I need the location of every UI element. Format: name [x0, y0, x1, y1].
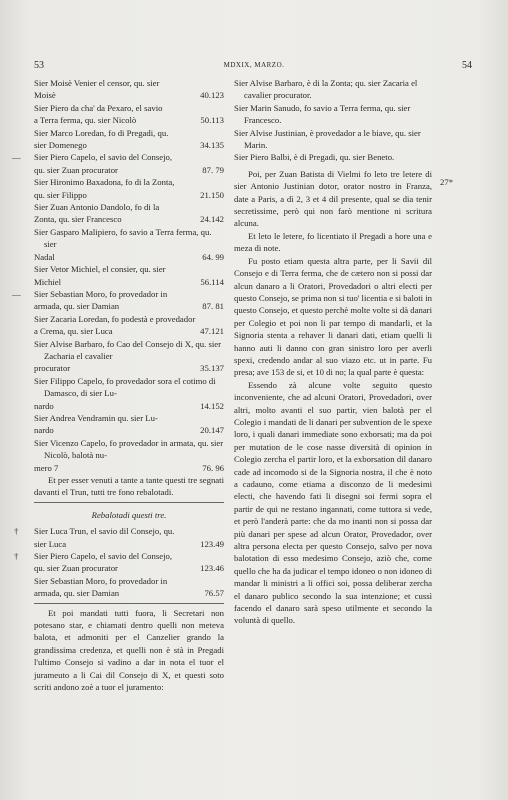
vote-entry [34, 201, 224, 226]
page-number-left: 53 [34, 60, 44, 71]
vote-entry: † Sier Piero Capelo, el savio del Consejo, qu. sier Zuan procurator 123.46 [14, 551, 224, 574]
divider [34, 603, 224, 604]
entry-name: Sier Zacaria Loredan, fo podestà e provedador [34, 313, 196, 324]
vote-entry [34, 263, 224, 288]
entry-name: Sier Marco Loredan, fo di Pregadi, qu. [34, 127, 169, 138]
vote-entry [34, 412, 224, 437]
vote-count: 123.46 [200, 563, 224, 574]
right-column [234, 77, 432, 627]
entry-name: Sier Zuan Antonio Dandolo, fo di la [34, 202, 160, 213]
entry-tail: mero 7 [34, 462, 59, 473]
oath-entry: Sier Marin Sanudo, fo savio a Terra ferma, qu. sier Francesco. [234, 102, 411, 126]
entry-name: Sier Vicenzo Capelo, fo provedador in armata, qu. sier Nicolò, balotà nu- [34, 437, 224, 461]
vote-entry [34, 313, 224, 338]
vote-count: 34.135 [200, 140, 224, 151]
vote-entry [34, 127, 224, 152]
vote-count: 40.123 [200, 90, 224, 101]
entry-tail: nardo [34, 400, 54, 411]
vote-list [12, 77, 224, 474]
vote-count: 87. 81 [202, 301, 224, 312]
entry-name: Sier Andrea Vendramin qu. sier Lu- [34, 412, 158, 423]
entry-tail: qu. sier Zuan procurator [34, 164, 118, 175]
vote-count: 21.150 [200, 189, 224, 200]
entry-name: Sier Piero Capelo, el savio del Consejo, [34, 551, 173, 562]
vote-entry [34, 575, 224, 600]
vote-count: 35.137 [200, 363, 224, 374]
vote-entry: — Sier Piero Capelo, el savio del Consejo, qu. sier Zuan procurator 87. 79 [12, 152, 224, 175]
entry-name: Sier Piero da cha' da Pexaro, el savio [34, 102, 163, 113]
entry-tail: sier Luca [34, 538, 67, 549]
left-column [12, 77, 224, 694]
vote-count: 14.152 [200, 400, 224, 411]
vote-count: 47.121 [200, 326, 224, 337]
vote-entry [34, 77, 224, 102]
entry-name: Sier Sebastian Moro, fo provedador in [34, 288, 168, 299]
entry-tail: Moisè [34, 90, 56, 101]
margin-number: 27* [440, 177, 454, 187]
entry-name: Sier Piero Capelo, el savio del Consejo, [34, 152, 173, 163]
oath-entry: Sier Piero Balbi, è di Pregadi, qu. sier Beneto. [234, 152, 395, 163]
entry-tail: armada, qu. sier Damian [34, 588, 120, 599]
vote-count: 20.147 [200, 425, 224, 436]
entry-name: Sier Hironimo Baxadona, fo di la Zonta, [34, 177, 175, 188]
oath-entry: Sier Alvise Justinian, è provedador a le biave, qu. sier Marin. [234, 127, 421, 151]
vote-entry: — Sier Sebastian Moro, fo provedador in armada, qu. sier Damian 87. 81 [12, 288, 224, 312]
vote-count: 56.114 [200, 276, 224, 287]
vote-entry [34, 102, 224, 127]
entry-tail: Zonta, qu. sier Francesco [34, 214, 122, 225]
running-title: MDXIX, MARZO. [223, 61, 285, 69]
vote-entry [34, 375, 224, 412]
vote-entry: † Sier Luca Trun, el savio dil Consejo, qu. sier Luca 123.49 [14, 526, 224, 549]
oath-list [234, 77, 432, 164]
entry-tail: armada, qu. sier Damian [34, 301, 120, 312]
left-paragraph-1: Et per esser venuti a tante a tante questi tre segnati davanti el Trun, tutti tre fono rebalotadi. [34, 475, 224, 498]
page-number-right: 54 [462, 60, 472, 71]
right-paragraph-3: Fu posto etiam questa altra parte, per li Savii dil Consejo e di Terra ferma, che de cætero non si possi dar alcun danaro a li Oratori, Provedadori o altri electi per questo Consejo, se prima non si tuo' licentia e si baloti in questo Consejo, et questo perchè molte volte si dà danari per Colegio et poi non li par tempo di mandarli, et la Signoria stenta a rehaver li danari dati, etiam quelli li hanno auti li danno con gran sinistro loro per averli spexi, credendo andar al suo viazo etc. ut in parte. Fu presa; ave 153 de si, et 10 di no; la qual parte è questa: [234, 255, 432, 378]
left-paragraph-2: Et poi mandati tutti fuora, li Secretari non potesano star, e chiamati dentro quelli non meteva balota, et admoniti per el Canzelier grando la grandissima credenza, et quelli non è stà in Pregadi l'ultimo Consejo si vadino a dar in nota el tuor el jurameuto a li Cai dil Consejo di X, et questi soto scriti andono zoè a tuor el juramento: [34, 607, 224, 693]
vote-entry [34, 226, 224, 263]
vote-count: 24.142 [200, 214, 224, 225]
entry-tail: qu. sier Filippo [34, 189, 87, 200]
oath-entry: Sier Alvise Barbaro, è di la Zonta; qu. sier Zacaria el cavalier procurator. [234, 78, 418, 101]
vote-count: 50.113 [200, 115, 224, 126]
vote-count: 87. 79 [202, 164, 224, 175]
right-paragraph-1: Poi, per Zuan Batista di Vielmi fo leto tre letere di sier Antonio Justinian dotor, orator nostro in Franza, date a Paris, a dì 2, 3 et 4 dil presente, qual se dia tenir secretissime, però qui non farò mentione ni scritura alcuna. [234, 168, 432, 229]
entry-tail: nardo [34, 425, 54, 436]
entry-name: Sier Filippo Capelo, fo provedador sora el cotimo di Damasco, di sier Lu- [34, 375, 216, 399]
section-title: Rebalotadi questi tre. [91, 509, 167, 520]
entry-name: Sier Sebastian Moro, fo provedador in [34, 575, 168, 586]
rebalot-list [14, 525, 224, 599]
entry-tail: a Terra ferma, qu. sier Nicolò [34, 115, 137, 126]
entry-name: Sier Moisè Venier el censor, qu. sier [34, 78, 160, 88]
divider [34, 502, 224, 503]
entry-tail: qu. sier Zuan procurator [34, 563, 118, 574]
entry-tail: Nadal [34, 251, 55, 262]
entry-name: Sier Luca Trun, el savio dil Consejo, qu. [34, 526, 175, 537]
vote-count: 76. 96 [202, 462, 224, 473]
page-header [0, 60, 508, 74]
entry-tail: procurator [34, 363, 71, 374]
vote-count: 76.57 [204, 588, 224, 599]
entry-name: Sier Vetor Michiel, el consier, qu. sier [34, 264, 166, 275]
entry-name: Sier Gasparo Malipiero, fo savio a Terra ferma, qu. sier [34, 226, 212, 250]
vote-entry [34, 437, 224, 474]
vote-entry [34, 176, 224, 201]
entry-name: Sier Alvise Barbaro, fo Cao del Consejo di X, qu. sier Zacharia el cavalier [34, 338, 221, 361]
entry-tail: sier Domenego [34, 140, 87, 151]
vote-count: 123.49 [200, 538, 224, 549]
entry-tail: Michiel [34, 276, 62, 287]
right-paragraph-4: Essendo zà alcune volte seguito questo inconveniente, che ad alcuni Oratori, Provedadori, over altri, molto avanti el suo partir, vien balotà per el Colegio i mandati de li danari per subvention de le spexe loro, i quali danari immediate sono exborsati; ma da poi per mutation de le cose nasse diversità di opinion in Colegio zercha el partir loro, et la exborsation dil danaro cade ad incomodo si de la Signoria nostra, il che è noto a cadauno, come etiama a disconzo de li medesimi electi, che havendo fati li disegni soi fermi sopra el partir de qui ne restano ingannati, come tuttora si vede, et però l'anderà parte: che da mo inanti non si possa dar più danari per spese ad alcun Orator, Provedador, over altra persona electa per questo Consejo, salvo per nova balotation di esso medesimo Consejo, aziò che, come quello che ha da judicar el tempo idoneo o non idoneo di mandar li ministri a li offici soi, possa deliberar zercha el danaro publico secondo la sua intenzione; et cussì facendo el danaro sarà speso utilmente et secondo la voluntà di quello. [234, 379, 432, 626]
vote-count: 64. 99 [202, 251, 224, 262]
vote-entry [34, 338, 224, 375]
right-paragraph-2: Et leto le letere, fo licentiato il Pregadi a hore una e meza di note. [234, 230, 432, 254]
entry-tail: a Crema, qu. sier Luca [34, 326, 113, 337]
